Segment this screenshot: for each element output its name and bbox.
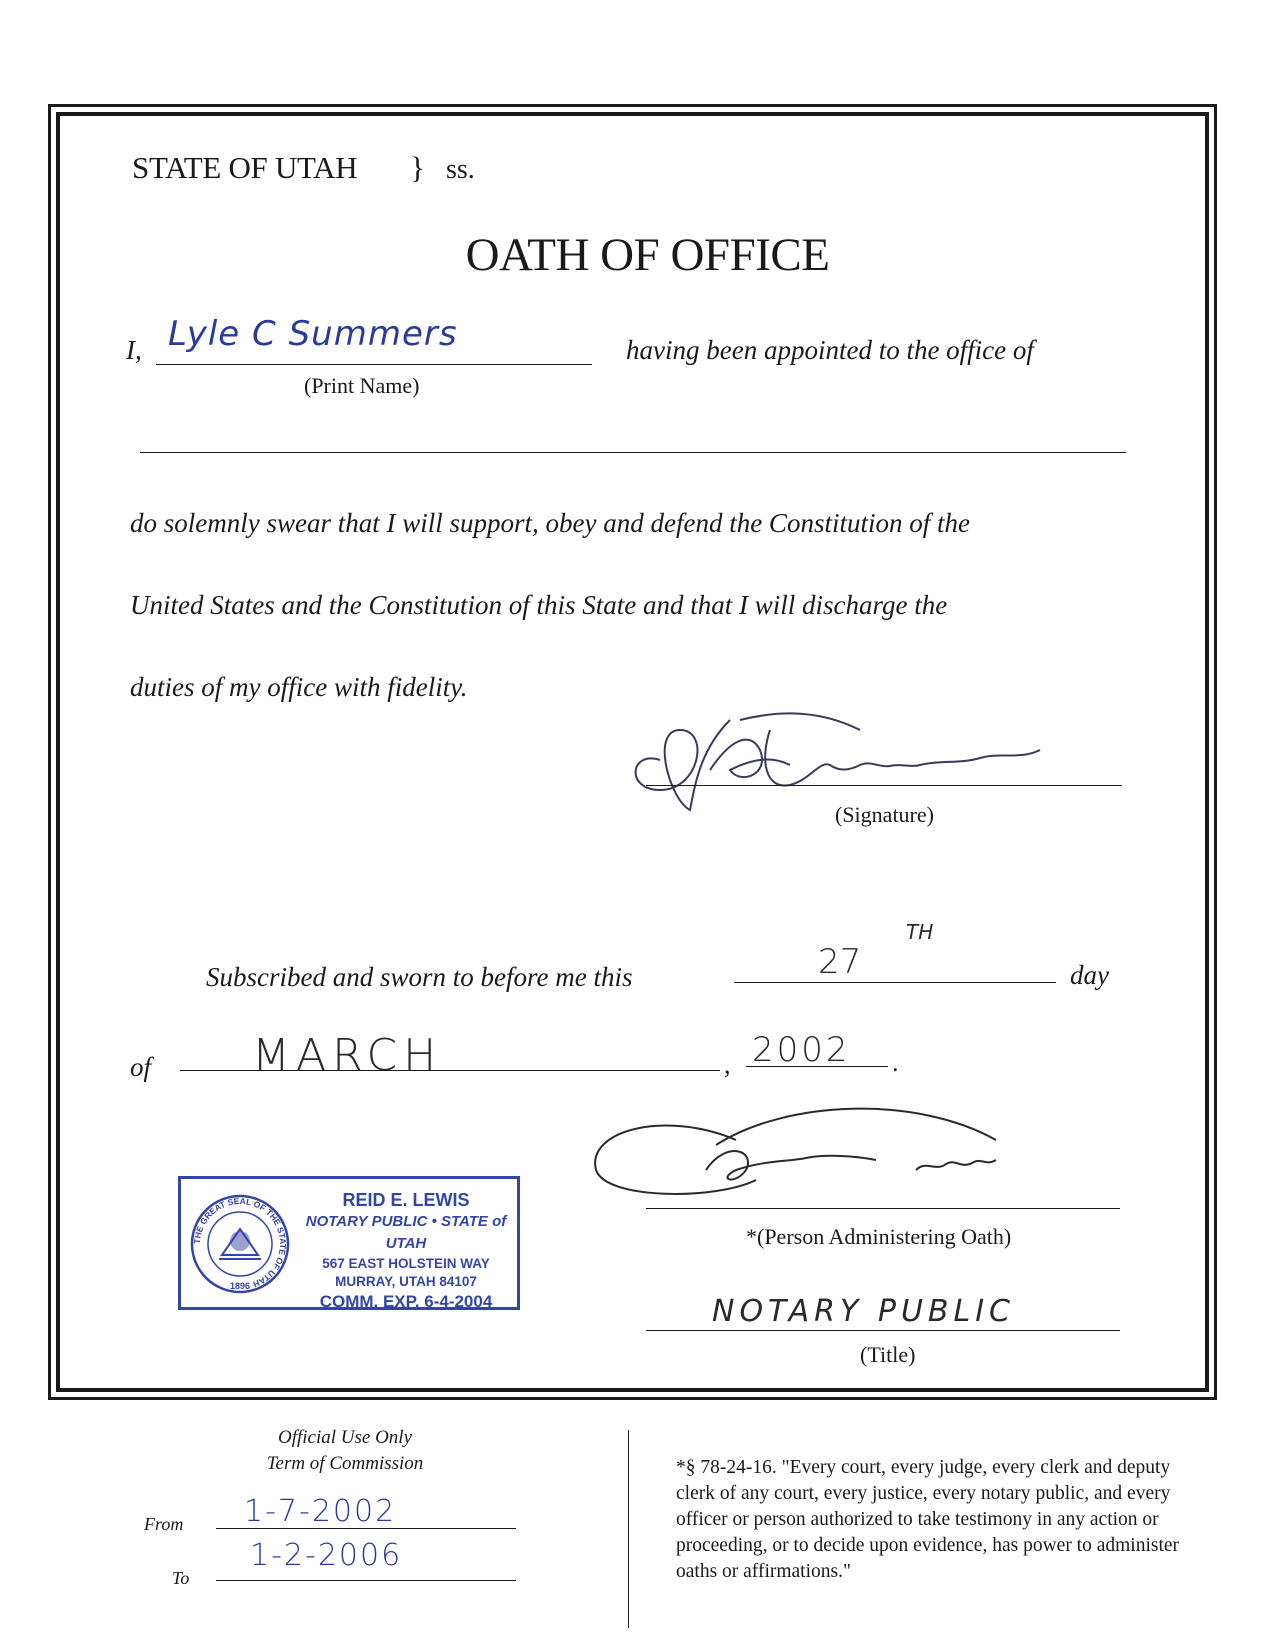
administering-line: [646, 1208, 1120, 1209]
svg-text:1896: 1896: [229, 1281, 251, 1291]
brace: }: [410, 150, 425, 185]
oath-line-2: United States and the Constitution of this State and that I will discharge the: [130, 590, 948, 620]
administrator-signature[interactable]: [586, 1100, 1086, 1210]
day-suffix: TH: [906, 920, 934, 944]
from-line: [216, 1528, 516, 1529]
name-underline: [156, 364, 592, 365]
print-name-label: (Print Name): [304, 373, 420, 398]
name-prefix: I,: [126, 335, 142, 365]
administering-label: *(Person Administering Oath): [746, 1224, 1012, 1249]
oath-line-1: do solemnly swear that I will support, obey and defend the Constitution of the: [130, 508, 970, 538]
day-line: [734, 982, 1056, 983]
notary-stamp: [178, 1176, 520, 1310]
subscribed-text: Subscribed and sworn to before me this: [206, 962, 633, 992]
notary-commission: COMM. EXP. 6-4-2004: [319, 1292, 493, 1311]
svg-text:THE GREAT SEAL OF THE STATE OF: THE GREAT SEAL OF THE STATE OF UTAH: [191, 1195, 289, 1290]
ss-abbrev: ss.: [446, 154, 475, 185]
year-value[interactable]: 2002: [752, 1030, 851, 1070]
page-title: OATH OF OFFICE: [465, 229, 830, 281]
notary-address-2: MURRAY, UTAH 84107: [335, 1274, 477, 1289]
from-label: From: [144, 1514, 184, 1534]
statute-text: *§ 78-24-16. "Every court, every judge, every clerk and deputy clerk of any court, every justice, every notary public, and every officer or person authorized to take testimony in any action or proceeding, or to decide upon evidence, has power to administer oaths or affirmations.": [676, 1457, 1180, 1582]
notary-stamp-text: [299, 1189, 513, 1313]
title-line: [646, 1330, 1120, 1331]
divider-vertical: [628, 1430, 629, 1628]
title-value[interactable]: NOTARY PUBLIC: [712, 1294, 1015, 1329]
to-value[interactable]: 1-2-2006: [250, 1538, 403, 1573]
month-value[interactable]: MARCH: [252, 1030, 443, 1081]
month-comma: ,: [724, 1050, 731, 1079]
year-period: .: [892, 1048, 899, 1077]
appointed-text: having been appointed to the office of: [626, 335, 1034, 365]
signature-label: (Signature): [835, 802, 934, 827]
day-word: day: [1070, 960, 1109, 990]
official-use-line-1: Official Use Only: [277, 1427, 413, 1448]
year-line: [746, 1066, 888, 1067]
official-use-heading: [250, 1425, 440, 1477]
official-use-line-2: Term of Commission: [266, 1453, 424, 1474]
month-line: [180, 1070, 720, 1071]
oath-line-3: duties of my office with fidelity.: [130, 672, 468, 702]
to-label: To: [172, 1568, 190, 1588]
state-heading: STATE OF UTAH: [132, 150, 358, 185]
title-label: (Title): [860, 1342, 916, 1367]
notary-address-1: 567 EAST HOLSTEIN WAY: [322, 1256, 490, 1271]
of-word: of: [130, 1052, 152, 1082]
from-value[interactable]: 1-7-2002: [244, 1494, 397, 1529]
to-line: [216, 1580, 516, 1581]
signature-line: [646, 785, 1122, 786]
notary-title: NOTARY PUBLIC • STATE of UTAH: [305, 1213, 507, 1252]
office-line[interactable]: [140, 452, 1126, 453]
state-seal-icon: [189, 1193, 291, 1295]
printed-name-value[interactable]: Lyle C Summers: [168, 314, 458, 354]
oath-signature[interactable]: [620, 690, 1080, 820]
day-value[interactable]: 27: [818, 942, 862, 982]
notary-name: REID E. LEWIS: [342, 1190, 470, 1210]
